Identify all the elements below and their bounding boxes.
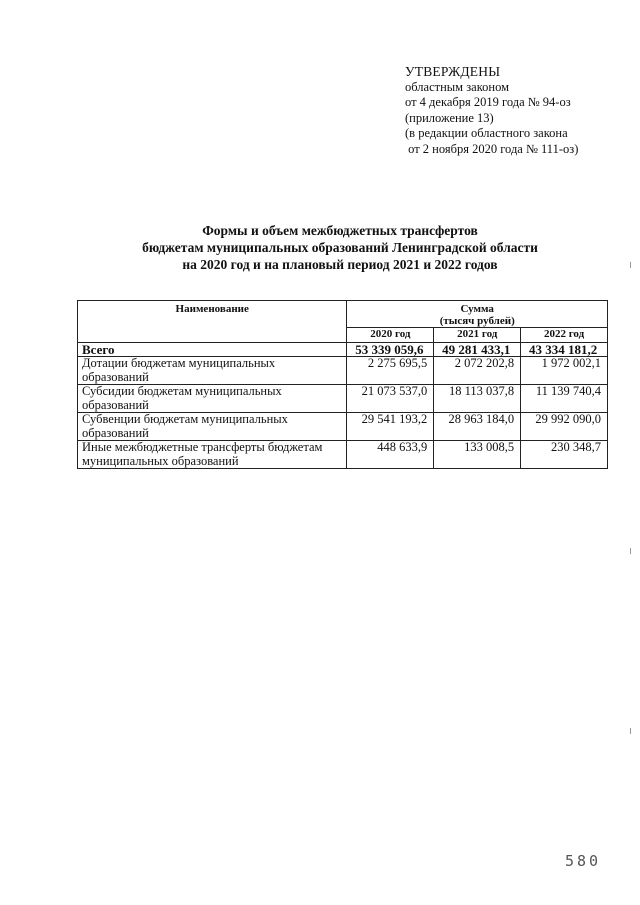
- row-name: Иные межбюджетные трансферты бюджетам муниципальных образований: [78, 441, 347, 469]
- table-row: [78, 413, 608, 441]
- cell-2022: 1 972 002,1: [521, 357, 608, 385]
- cell-2022: 43 334 181,2: [521, 342, 608, 357]
- title-line: на 2020 год и на плановый период 2021 и 2022 годов: [182, 257, 498, 272]
- approval-line: (в редакции областного закона: [405, 126, 568, 140]
- transfers-table: [77, 300, 608, 469]
- cell-2021: 28 963 184,0: [434, 413, 521, 441]
- title-line: бюджетам муниципальных образований Ленинградской области: [142, 240, 538, 255]
- header-row: [78, 301, 608, 328]
- approval-line: областным законом: [405, 79, 510, 94]
- approval-line: (приложение 13): [405, 110, 494, 125]
- year-header-2020: 2020 год: [347, 328, 434, 343]
- cell-2020: 448 633,9: [347, 441, 434, 469]
- document-title: [60, 222, 620, 273]
- year-header-2022: 2022 год: [521, 328, 608, 343]
- cell-2020: 21 073 537,0: [347, 385, 434, 413]
- approval-heading: УТВЕРЖДЕНЫ: [405, 64, 501, 79]
- cell-2022: 230 348,7: [521, 441, 608, 469]
- row-name: Дотации бюджетам муниципальных образований: [78, 357, 347, 385]
- sum-column-header: [347, 301, 608, 328]
- table-row: [78, 357, 608, 385]
- row-name: Субвенции бюджетам муниципальных образований: [78, 413, 347, 441]
- approval-line: от 2 ноября 2020 года № 111-оз): [405, 141, 579, 156]
- scan-mark: [630, 728, 631, 734]
- cell-2022: 11 139 740,4: [521, 385, 608, 413]
- cell-2021: 133 008,5: [434, 441, 521, 469]
- title-line: Формы и объем межбюджетных трансфертов: [202, 223, 478, 238]
- name-header-text: Наименование: [175, 303, 249, 315]
- cell-2020: 2 275 695,5: [347, 357, 434, 385]
- cell-2020: 29 541 193,2: [347, 413, 434, 441]
- cell-2021: 49 281 433,1: [434, 342, 521, 357]
- cell-2021: 2 072 202,8: [434, 357, 521, 385]
- table-row-total: [78, 342, 608, 357]
- approval-line: от 4 декабря 2019 года № 94-оз: [405, 95, 571, 109]
- page-number: 580: [565, 852, 602, 870]
- name-column-header: [78, 301, 347, 343]
- row-name: Субсидии бюджетам муниципальных образований: [78, 385, 347, 413]
- approval-stamp: [405, 64, 578, 157]
- unit-text: (тысяч рублей): [439, 315, 515, 327]
- year-header-2021: 2021 год: [434, 328, 521, 343]
- sum-header-text: Сумма: [460, 303, 494, 315]
- cell-2020: 53 339 059,6: [347, 342, 434, 357]
- cell-2021: 18 113 037,8: [434, 385, 521, 413]
- table-row: [78, 385, 608, 413]
- scan-mark: [630, 262, 631, 268]
- cell-2022: 29 992 090,0: [521, 413, 608, 441]
- table-row: [78, 441, 608, 469]
- row-name: Всего: [78, 342, 347, 357]
- scan-mark: [630, 548, 631, 554]
